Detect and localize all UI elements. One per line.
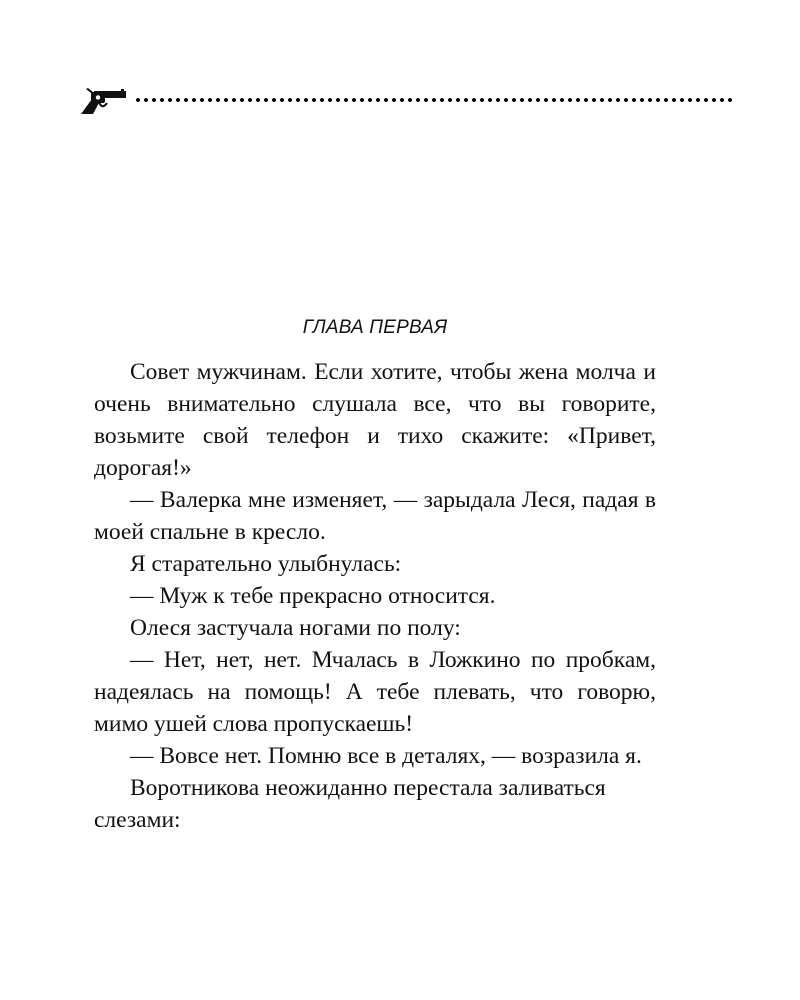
body-text [94,356,656,836]
paragraph: Совет мужчинам. Если хотите, чтобы жена молча и очень внимательно слушала все, что вы говорите, возьмите свой телефон и тихо скажите: «Привет, дорогая!» [94,359,656,481]
paragraph: Воротникова неожиданно перестала заливаться слезами: [94,775,606,833]
paragraph: — Вовсе нет. Помню все в деталях, — возразила я. [130,743,642,769]
revolver-icon [78,86,128,116]
dotted-rule [134,97,736,103]
running-header [78,86,662,116]
paragraph: Олеся застучала ногами по полу: [130,615,461,641]
chapter-title: ГЛАВА ПЕРВАЯ [302,317,448,338]
paragraph: — Муж к тебе прекрасно относится. [130,583,496,609]
paragraph: — Валерка мне изменяет, — зарыдала Леся, падая в моей спальне в кресло. [94,487,656,545]
paragraph: — Нет, нет, нет. Мчалась в Ложкино по пробкам, надеялась на помощь! А тебе плевать, что говорю, мимо ушей слова пропускаешь! [94,647,656,737]
paragraph: Я старательно улыбнулась: [130,551,402,577]
